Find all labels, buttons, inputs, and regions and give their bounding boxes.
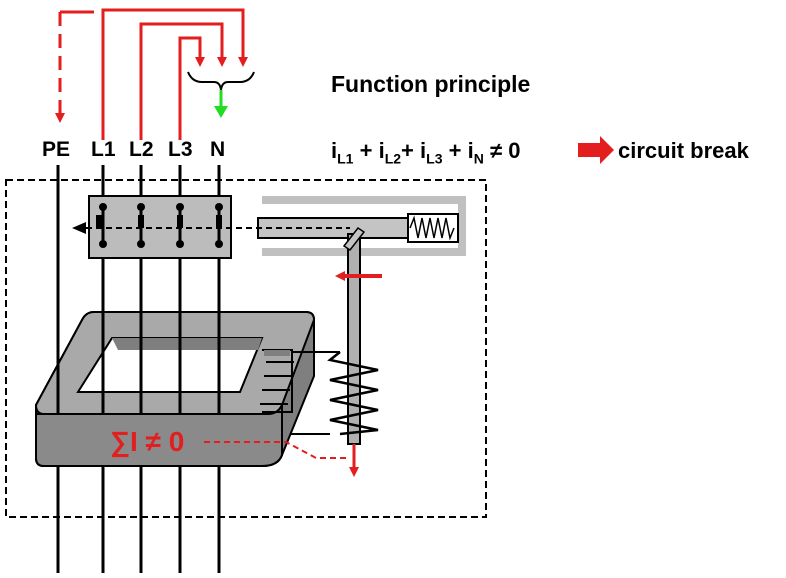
residual-sum-label [110,426,184,458]
terminal-l1-label: L1 [91,138,116,161]
sum-sigma: ∑ [110,426,130,457]
formula-zero: 0 [508,138,521,163]
formula-term-n: N [473,150,484,167]
sum-not-equal: ≠ [145,426,161,457]
current-paths [60,10,243,140]
trip-link-arrowhead [72,222,86,234]
terminal-l2-label: L2 [129,138,154,161]
formula-term-l3: L3 [426,150,443,167]
formula-plus: + [401,138,414,163]
formula-not-equal: ≠ [489,138,503,163]
trip-rod [348,234,360,444]
formula-term-l1: L1 [337,150,354,167]
circuit-break-arrow [578,136,614,164]
formula [331,138,520,166]
formula-plus: + [448,138,462,163]
circuit-break-label: circuit break [618,138,749,163]
sum-i: I [129,426,138,457]
terminal-l3-label: L3 [168,138,193,161]
formula-i: i [331,138,338,163]
sum-zero: 0 [168,426,185,457]
terminal-pe-label: PE [42,138,71,161]
terminal-n-label: N [210,138,226,161]
formula-i: i [467,138,474,163]
heading: Function principle [331,71,531,97]
formula-i: i [420,138,427,163]
formula-i: i [378,138,385,163]
conductors-front [58,466,219,573]
sum-bracket [188,72,254,90]
formula-term-l2: L2 [384,150,402,167]
formula-plus: + [359,138,373,163]
